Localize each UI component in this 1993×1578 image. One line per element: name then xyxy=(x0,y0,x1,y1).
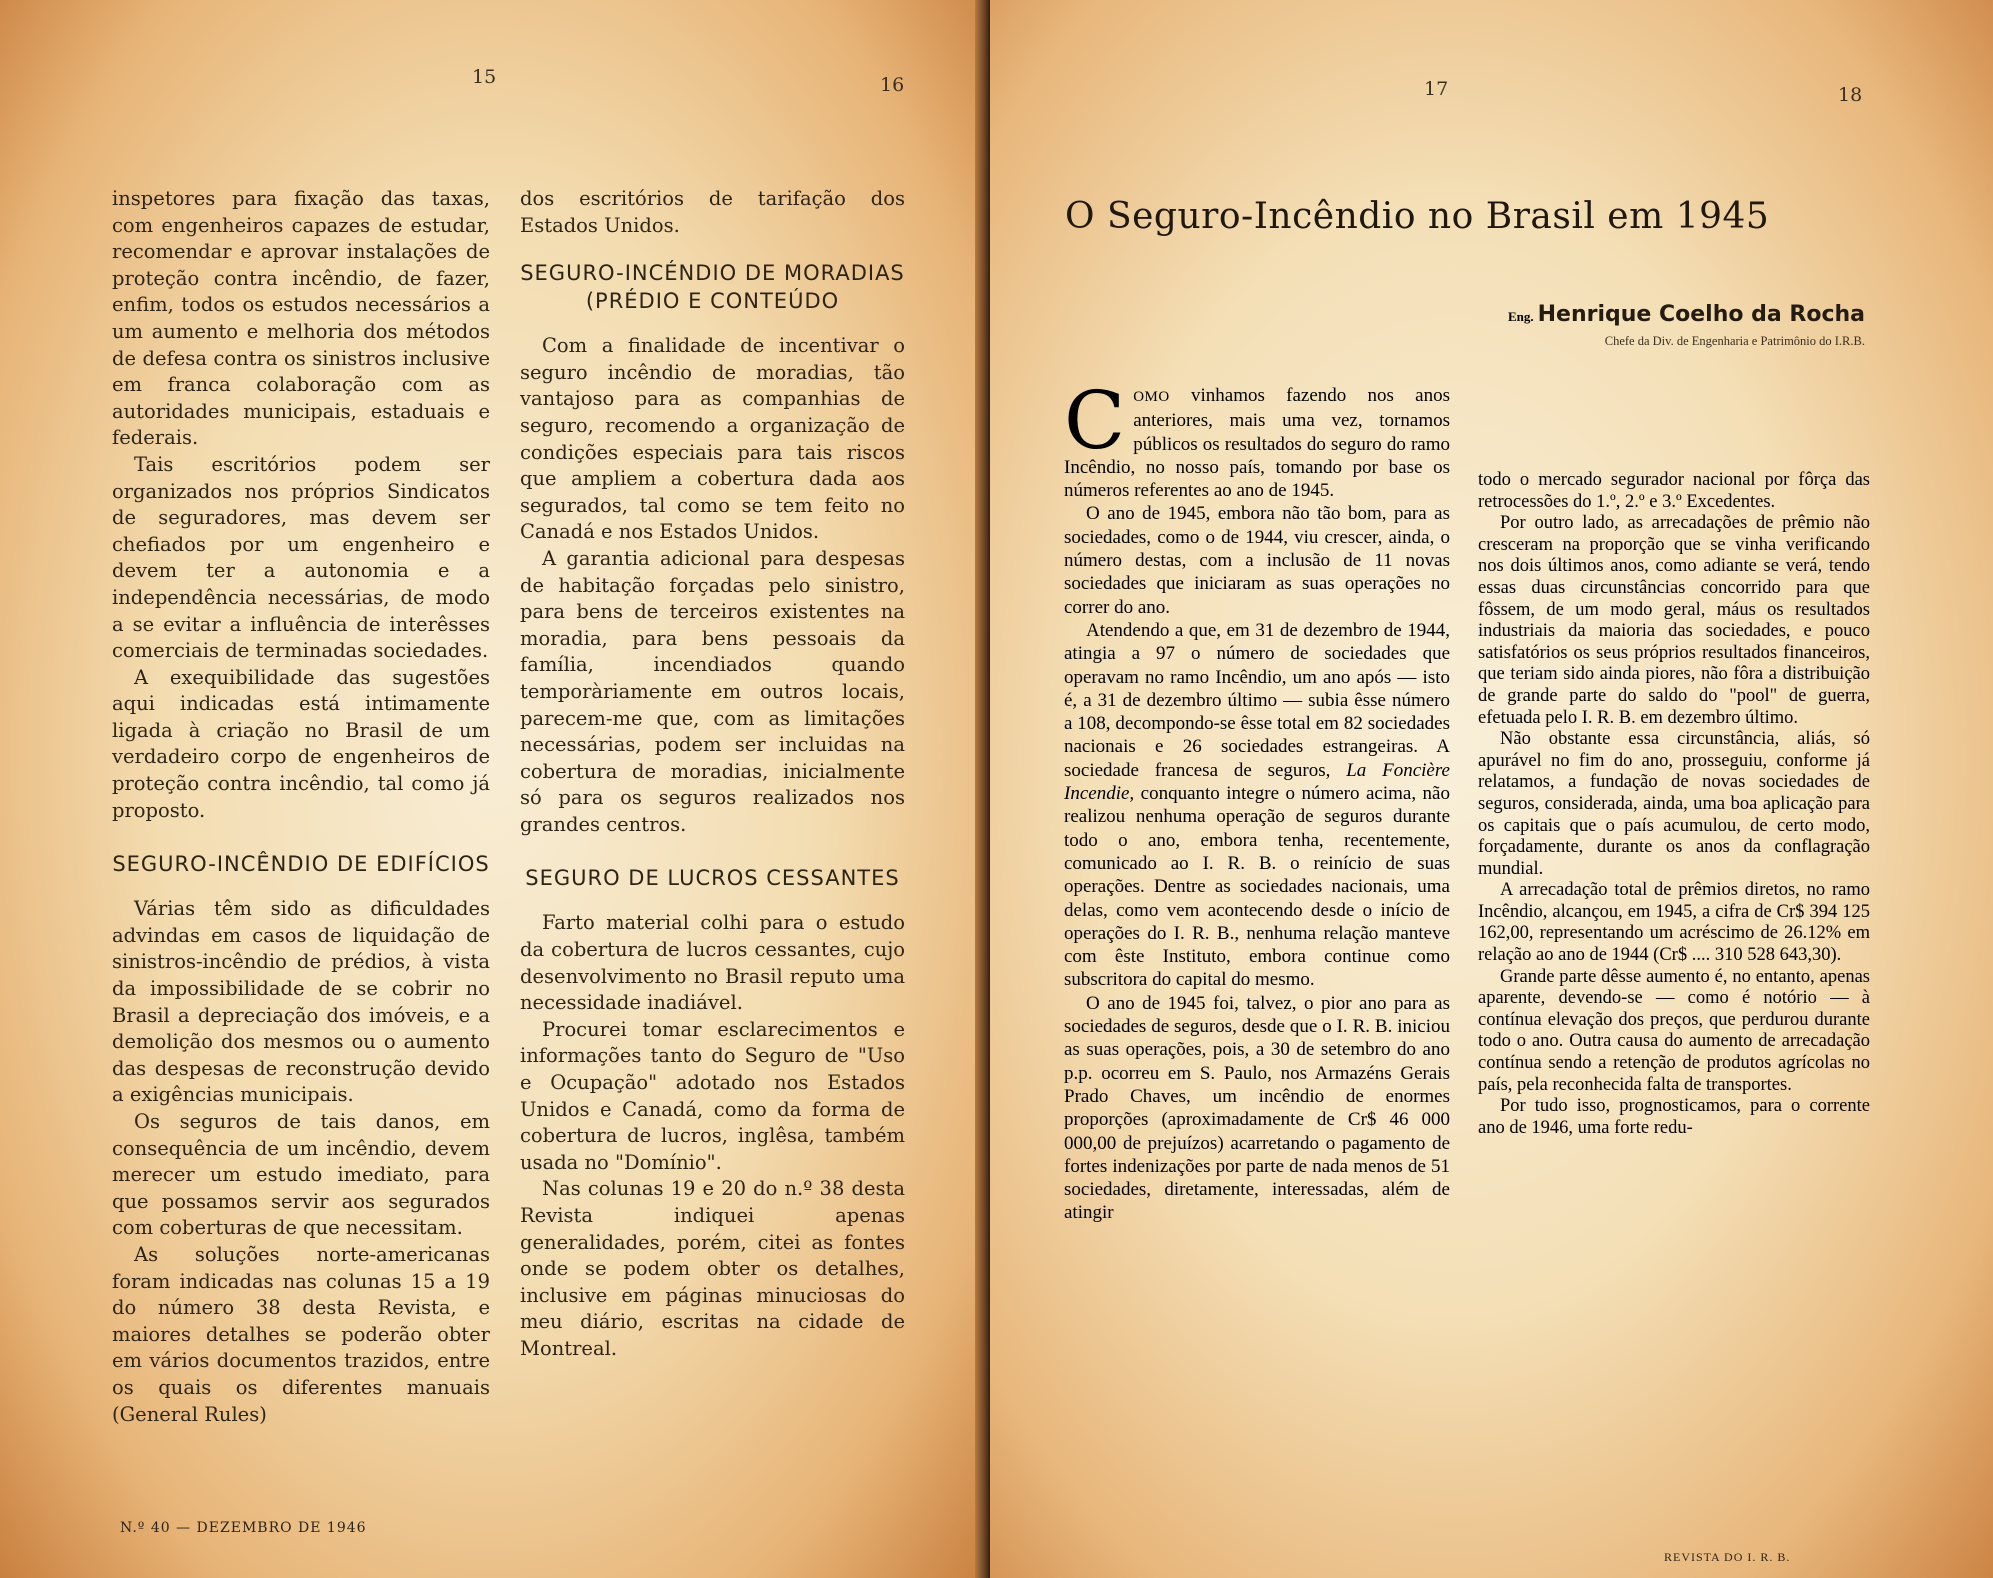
section-heading-moradias: SEGURO-INCÉNDIO DE MORADIAS (PRÉDIO E CONTEÚDO xyxy=(520,261,905,314)
paragraph: As soluções norte-americanas foram indicadas nas colunas 15 a 19 do número 38 desta Revista, e maiores detalhes se poderão obter em vários documentos trazidos, entre os quais os diferentes manuais (General Rules) xyxy=(112,1242,490,1426)
section-heading-edificios: SEGURO-INCÊNDIO DE EDIFÍCIOS xyxy=(112,852,490,877)
paragraph: O ano de 1945, embora não tão bom, para as sociedades, como o de 1944, viu crescer, ainda, o número destas, com a inclusão de 11 novas sociedades que iniciaram as suas operações no correr do ano. xyxy=(1064,503,1450,618)
paragraph: O ano de 1945 foi, talvez, o pior ano para as sociedades de seguros, desde que o I. R. B. iniciou as suas operações, pois, a 30 de setembro do ano p.p. ocorreu em S. Paulo, nos Armazéns Gerais Prado Chaves, um incêndio de enormes proporções (aproximadamente de Cr$ 46 000 000,00 de prejuízos) acarretando o pagamento de fortes indenizações por parte de nada menos de 51 sociedades, diretamente, interessadas, além de atingir xyxy=(1064,992,1450,1224)
paragraph: Os seguros de tais danos, em consequência de um incêndio, devem merecer um estudo imediato, para que possamos servir aos segurados com coberturas de que necessitam. xyxy=(112,1110,490,1240)
page-number-15: 15 xyxy=(472,66,497,88)
author-role: Chefe da Div. de Engenharia e Patrimônio do I.R.B. xyxy=(1604,334,1865,348)
paragraph: A exequibilidade das sugestões aqui indicadas está intimamente ligada à criação no Brasil de um verdadeiro corpo de engenheiros de proteção contra incêndio, tal como já proposto. xyxy=(112,665,490,822)
paragraph: Procurei tomar esclarecimentos e informações tanto do Seguro de "Uso e Ocupação" adotado nos Estados Unidos e Canadá, como da forma de cobertura de lucros, inglêsa, também usada no "Domínio". xyxy=(520,1017,905,1174)
paragraph: dos escritórios de tarifação dos Estados Unidos. xyxy=(520,187,905,237)
paragraph: Não obstante essa circunstância, aliás, só apurável no fim do ano, prosseguiu, conforme já relatamos, a fundação de novas sociedades de seguros, considerada, ainda, uma boa aplicação para os capitais que o país acumulou, de certo modo, forçadamente, durante os anos da conflagração mundial. xyxy=(1478,729,1870,879)
paragraph: Farto material colhi para o estudo da cobertura de lucros cessantes, cujo desenvolvimento no Brasil reputo uma necessidade inadiável. xyxy=(520,911,905,1015)
article-title: O Seguro-Incêndio no Brasil em 1945 xyxy=(1065,196,1770,237)
author-byline xyxy=(1508,302,1865,327)
column-17 xyxy=(1064,374,1450,1225)
paragraph: Por tudo isso, prognosticamos, para o corrente ano de 1946, uma forte redu- xyxy=(1478,1096,1870,1138)
lead-smallcaps: OMO xyxy=(1133,389,1170,405)
column-15 xyxy=(112,186,490,1428)
page-number-16: 16 xyxy=(880,74,905,96)
drop-cap: C xyxy=(1064,374,1126,467)
paragraph-text: Atendendo a que, em 31 de dezembro de 1944, atingia a 97 o número de sociedades que operavam no ramo Incêndio, um ano após — isto é, a 31 de dezembro último — subia êsse número a 108, decompondo-se êsse total em 82 sociedades nacionais e 26 sociedades estrangeiras. A sociedade francesa de seguros, xyxy=(1064,619,1450,781)
paragraph: Grande parte dêsse aumento é, no entanto, apenas aparente, devendo-se — como é notório — à contínua elevação dos preços, que perdurou durante todo o ano. Outra causa do aumento de arrecadação contínua sendo a retenção de produtos agrícolas no país, pela reconhecida falta de transportes. xyxy=(1478,966,1870,1095)
author-prefix: Eng. xyxy=(1507,309,1534,324)
footer-journal-name: REVISTA DO I. R. B. xyxy=(1664,1550,1791,1564)
page-number-18: 18 xyxy=(1838,84,1863,106)
left-page xyxy=(0,0,985,1578)
paragraph-text: conquanto integre o número acima, não realizou nenhuma operação de seguros durante todo o ano, embora tenha, recentemente, comunicado ao I. R. B. o reinício de suas operações. Dentre as sociedades nacionais, uma delas, como vem acontecendo desde o início de operações do I. R. B., nenhuma relação manteve com êste Instituto, embora continue como subscritora do capital do mesmo. xyxy=(1064,783,1450,991)
author-name: Henrique Coelho da Rocha xyxy=(1537,302,1865,327)
page-number-17: 17 xyxy=(1424,78,1449,100)
footer-issue-date: N.º 40 — DEZEMBRO DE 1946 xyxy=(120,1520,367,1536)
paragraph: Nas colunas 19 e 20 do n.º 38 desta Revista indiquei apenas generalidades, porém, citei as fontes onde se podem obter os detalhes, inclusive em páginas minuciosas do meu diário, escritas na cidade de Montreal. xyxy=(520,1177,905,1360)
paragraph: inspetores para fixação das taxas, com engenheiros capazes de estudar, recomendar e aprovar instalações de proteção contra incêndio, de fazer, enfim, todos os estudos necessários a um aumento e melhoria dos métodos de defesa contra os sinistros inclusive em franca colaboração com as autoridades municipais, estaduais e federais. xyxy=(112,187,490,450)
paragraph: A garantia adicional para despesas de habitação forçadas pelo sinistro, para bens de terceiros existentes na moradia, para bens pessoais da família, incendiados quando temporàriamente em outros locais, parecem-me que, com as limitações necessárias, podem ser incluidas na cobertura de moradias, inicialmente só para os seguros realizados nos grandes centros. xyxy=(520,546,905,836)
paragraph: A arrecadação total de prêmios diretos, no ramo Incêndio, alcançou, em 1945, a cifra de Cr$ 394 125 162,00, representando um acréscimo de 26.12% em relação ao ano de 1944 (Cr$ .... 310 528 643,30). xyxy=(1478,880,1870,966)
lead-text: vinhamos fazendo nos anos anteriores, mais uma vez, tornamos públicos os resultados do seguro do ramo Incêndio, no nosso país, tomando por base os números referentes ao ano de 1945. xyxy=(1064,385,1450,502)
column-18 xyxy=(1478,470,1870,1139)
column-16 xyxy=(520,186,905,1363)
paragraph: Várias têm sido as dificuldades advindas em casos de liquidação de sinistros-incêndio de prédios, à vista da impossibilidade de se cobrir no Brasil a depreciação dos imóveis, e a demolição dos mesmos ou o aumento das despesas de reconstrução devido a exigências municipais. xyxy=(112,897,490,1107)
section-heading-lucros-cessantes: SEGURO DE LUCROS CESSANTES xyxy=(525,866,900,891)
paragraph: Por outro lado, as arrecadações de prêmio não cresceram na proporção que se vinha verificando nos dois últimos anos, como adiante se verá, tendo essas duas circunstâncias concorrido para que fôssem, de um modo geral, máus os resultados industriais da maioria das sociedades, e pouco satisfatórios os seus próprios resultados financeiros, que teriam sido ainda piores, não fôra a distribuição de grande parte do saldo do "pool" de guerra, efetuada pelo I. R. B. em dezembro último. xyxy=(1478,513,1870,728)
paragraph xyxy=(1064,619,1450,992)
lead-paragraph xyxy=(1064,374,1450,502)
paragraph: todo o mercado segurador nacional por fôrça das retrocessões do 1.º, 2.º e 3.º Excedentes. xyxy=(1478,470,1870,512)
paragraph: Com a finalidade de incentivar o seguro incêndio de moradias, tão vantajoso para as companhias de seguro, recomendo a organização de condições especiais para tais riscos que ampliem a cobertura dada aos segurados, tal como se tem feito no Canadá e nos Estados Unidos. xyxy=(520,334,905,544)
paragraph: Tais escritórios podem ser organizados nos próprios Sindicatos de seguradores, mas devem ser chefiados por um engenheiro e devem ter a autonomia e a independência necessárias, de modo a se evitar a influência de interêsses comerciais de terminadas sociedades. xyxy=(112,452,490,663)
company-name: La Foncière Incendie, xyxy=(1064,759,1450,805)
